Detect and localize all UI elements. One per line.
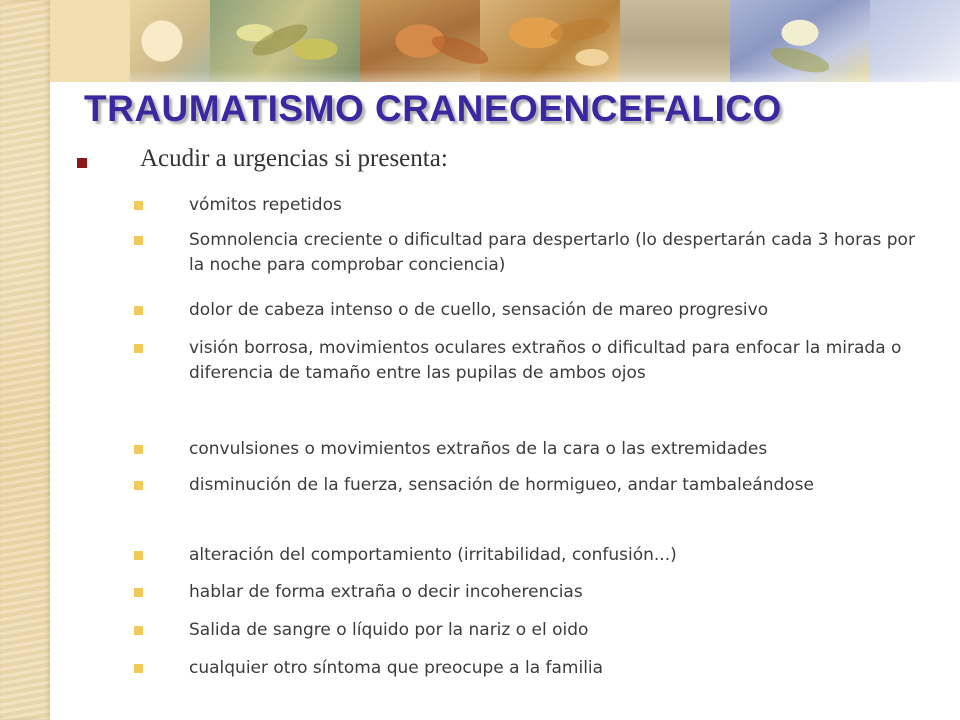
- list-item-text: Salida de sangre o líquido por la nariz o el oido: [189, 620, 589, 640]
- list-item-text: dolor de cabeza intenso o de cuello, sensación de mareo progresivo: [189, 300, 769, 320]
- bullet-icon: [134, 626, 143, 635]
- bullet-icon: [134, 481, 143, 490]
- slide-title: TRAUMATISMO CRANEOENCEFALICO: [84, 88, 782, 129]
- list-item-text: convulsiones o movimientos extraños de la cara o las extremidades: [189, 439, 768, 459]
- bullet-icon: [134, 445, 143, 454]
- list-item-text: disminución de la fuerza, sensación de hormigueo, andar tambaleándose: [189, 475, 814, 495]
- list-item-text: hablar de forma extraña o decir incoherencias: [189, 582, 583, 602]
- list-item-text: Somnolencia creciente o dificultad para despertarlo (lo despertarán cada 3 horas por la noche para comprobar conciencia): [189, 230, 915, 275]
- bullet-icon: [134, 236, 143, 245]
- bullet-icon: [134, 344, 143, 353]
- list-item-text: alteración del comportamiento (irritabilidad, confusión...): [189, 545, 677, 565]
- main-bullet-icon: [77, 158, 87, 168]
- bullet-icon: [134, 551, 143, 560]
- bullet-icon: [134, 588, 143, 597]
- list-item-text: visión borrosa, movimientos oculares extraños o dificultad para enfocar la mirada o diferencia de tamaño entre las pupilas de ambos ojos: [189, 338, 902, 383]
- main-point: Acudir a urgencias si presenta:: [140, 145, 448, 172]
- bullet-icon: [134, 664, 143, 673]
- bullet-icon: [134, 201, 143, 210]
- list-item-text: cualquier otro síntoma que preocupe a la familia: [189, 658, 604, 678]
- bullet-icon: [134, 306, 143, 315]
- list-item-text: vómitos repetidos: [189, 195, 342, 215]
